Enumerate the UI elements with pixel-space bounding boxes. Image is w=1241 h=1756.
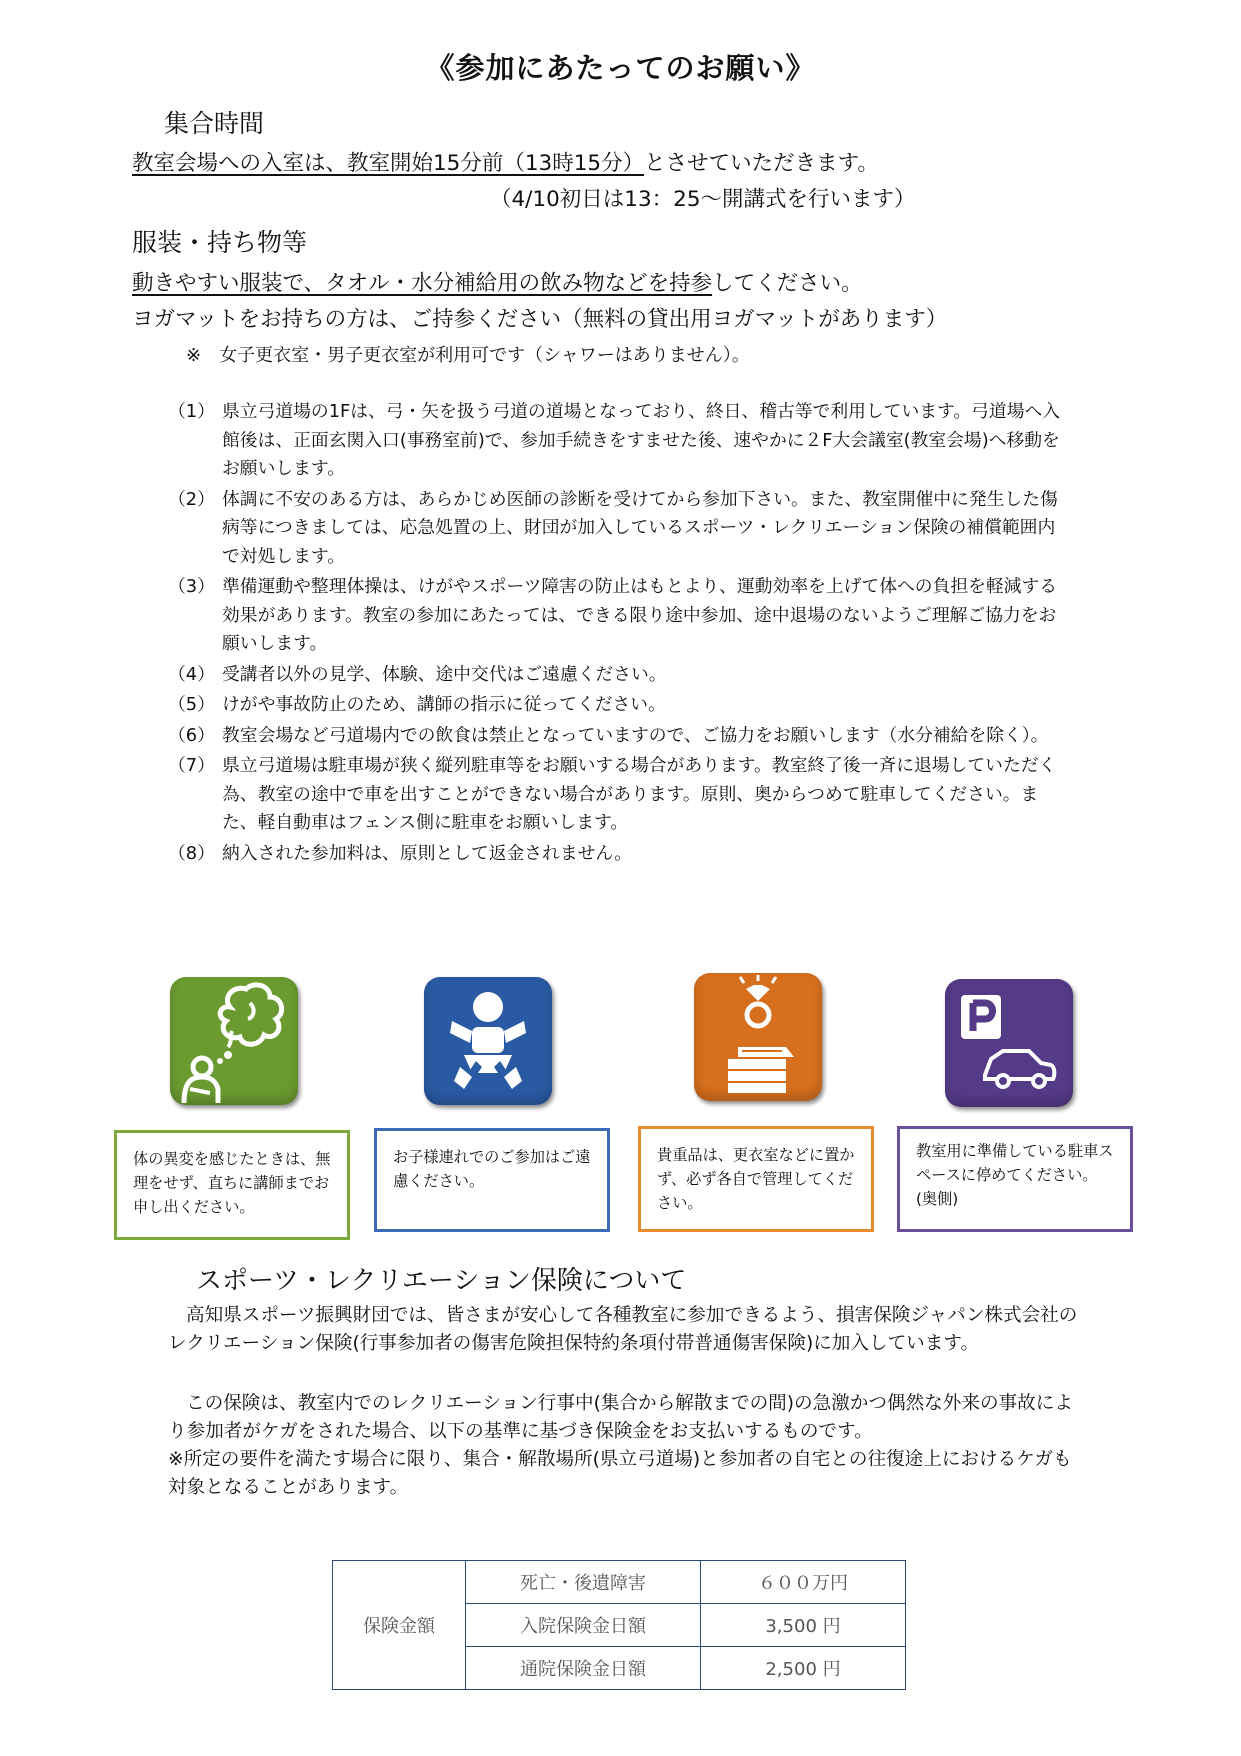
rule-number: （2） [168, 488, 215, 510]
valuables-caption: 貴重品は、更衣室などに置かず、必ず各自で管理してください。 [638, 1126, 874, 1232]
changing-room-note: ※ 女子更衣室・男子更衣室が利用可です（シャワーはありません）。 [186, 345, 750, 366]
clothing-heading: 服装・持ち物等 [132, 228, 308, 257]
coverage-amount: 2,500 円 [701, 1647, 906, 1690]
list-item [168, 752, 1068, 838]
list-item [168, 722, 1068, 751]
coverage-item: 入院保険金日額 [466, 1604, 701, 1647]
insurance-amount-label: 保険金額 [333, 1561, 466, 1690]
rule-text: 県立弓道場は駐車場が狭く縦列駐車等をお願いする場合があります。教室終了後一斉に退場していただく為、教室の途中で車を出すことができない場合があります。原則、奥からつめて駐車してください。また、軽自動車はフェンス側に駐車をお願いします。 [222, 755, 1057, 833]
page-title: 《参加にあたってのお願い》 [425, 51, 816, 85]
child-icon [424, 977, 552, 1105]
coverage-amount: 3,500 円 [701, 1604, 906, 1647]
rule-number: （3） [168, 576, 215, 597]
clothing-line1-underlined: 動きやすい服装で、タオル・水分補給用の飲み物などを持参 [132, 271, 713, 296]
list-item [168, 661, 1068, 690]
rule-text: 教室会場など弓道場内での飲食は禁止となっていますので、ご協力をお願いします（水分補給を除く）。 [222, 724, 1049, 746]
clothing-line2: ヨガマットをお持ちの方は、ご持参ください（無料の貸出用ヨガマットがあります） [132, 307, 948, 332]
coverage-item: 通院保険金日額 [466, 1647, 701, 1690]
insurance-table [332, 1560, 906, 1690]
list-item [168, 398, 1068, 484]
health-concern-icon [170, 977, 298, 1105]
clothing-line1 [132, 266, 863, 297]
rules-list [168, 398, 1068, 870]
child-caption: お子様連れでのご参加はご遠慮ください。 [374, 1128, 610, 1232]
rule-text: けがや事故防止のため、講師の指示に従ってください。 [222, 694, 666, 715]
insurance-heading: スポーツ・レクリエーション保険について [196, 1266, 687, 1296]
rule-number: （6） [168, 724, 215, 746]
table-row [333, 1561, 906, 1604]
clothing-line1-rest: してください。 [712, 271, 863, 296]
insurance-paragraph-2: この保険は、教室内でのレクリエーション行事中(集合から解散までの間)の急激かつ偶然な外来の事故により参加者がケガをされた場合、以下の基準に基づき保険金をお支払いするものです。 [168, 1393, 1073, 1442]
coverage-amount: ６００万円 [701, 1561, 906, 1604]
rule-text: 準備運動や整理体操は、けがやスポーツ障害の防止はもとより、運動効率を上げて体への負担を軽減する効果があります。教室の参加にあたっては、できる限り途中参加、途中退場のないようご理解ご協力をお願いします。 [222, 576, 1058, 654]
gathering-line2: （4/10初日は13：25～開講式を行います） [490, 187, 916, 212]
rule-number: （7） [168, 755, 215, 776]
coverage-item: 死亡・後遺障害 [466, 1561, 701, 1604]
valuables-icon [694, 973, 822, 1101]
parking-icon [945, 979, 1073, 1107]
gathering-line1 [132, 146, 879, 177]
rule-number: （4） [168, 663, 215, 685]
rule-number: （1） [168, 401, 215, 422]
health-caption: 体の異変を感じたときは、無理をせず、直ちに講師までお申し出ください。 [114, 1130, 350, 1240]
rule-text: 県立弓道場の1Fは、弓・矢を扱う弓道の道場となっており、終日、稽古等で利用しています。弓道場へ入館後は、正面玄関入口(事務室前)で、参加手続きをすませた後、速やかに２F大会議室(教室会場)へ移動をお願いします。 [222, 401, 1061, 479]
insurance-paragraph-1: 高知県スポーツ振興財団では、皆さまが安心して各種教室に参加できるよう、損害保険ジャパン株式会社のレクリエーション保険(行事参加者の傷害危険担保特約条項付帯普通傷害保険)に加入しています。 [168, 1305, 1078, 1354]
rule-number: （8） [168, 842, 215, 864]
rule-number: （5） [168, 694, 215, 715]
gathering-line1-rest: とさせていただきます。 [644, 151, 879, 176]
list-item [168, 573, 1068, 659]
list-item [168, 691, 1068, 720]
insurance-paragraph-3: ※所定の要件を満たす場合に限り、集合・解散場所(県立弓道場)と参加者の自宅との往復途上におけるケガも対象となることがあります。 [168, 1449, 1072, 1498]
rule-text: 体調に不安のある方は、あらかじめ医師の診断を受けてから参加下さい。また、教室開催中に発生した傷病等につきましては、応急処置の上、財団が加入しているスポーツ・レクリエーション保険の補償範囲内で対処します。 [222, 488, 1058, 567]
list-item [168, 486, 1068, 572]
rule-text: 納入された参加料は、原則として返金されません。 [222, 842, 633, 864]
list-item [168, 840, 1068, 869]
gathering-heading: 集合時間 [164, 109, 265, 138]
rule-text: 受講者以外の見学、体験、途中交代はご遠慮ください。 [222, 663, 667, 685]
gathering-line1-underlined: 教室会場への入室は、教室開始15分前（13時15分） [132, 151, 645, 176]
parking-caption: 教室用に準備している駐車スペースに停めてください。(奥側) [897, 1126, 1133, 1232]
